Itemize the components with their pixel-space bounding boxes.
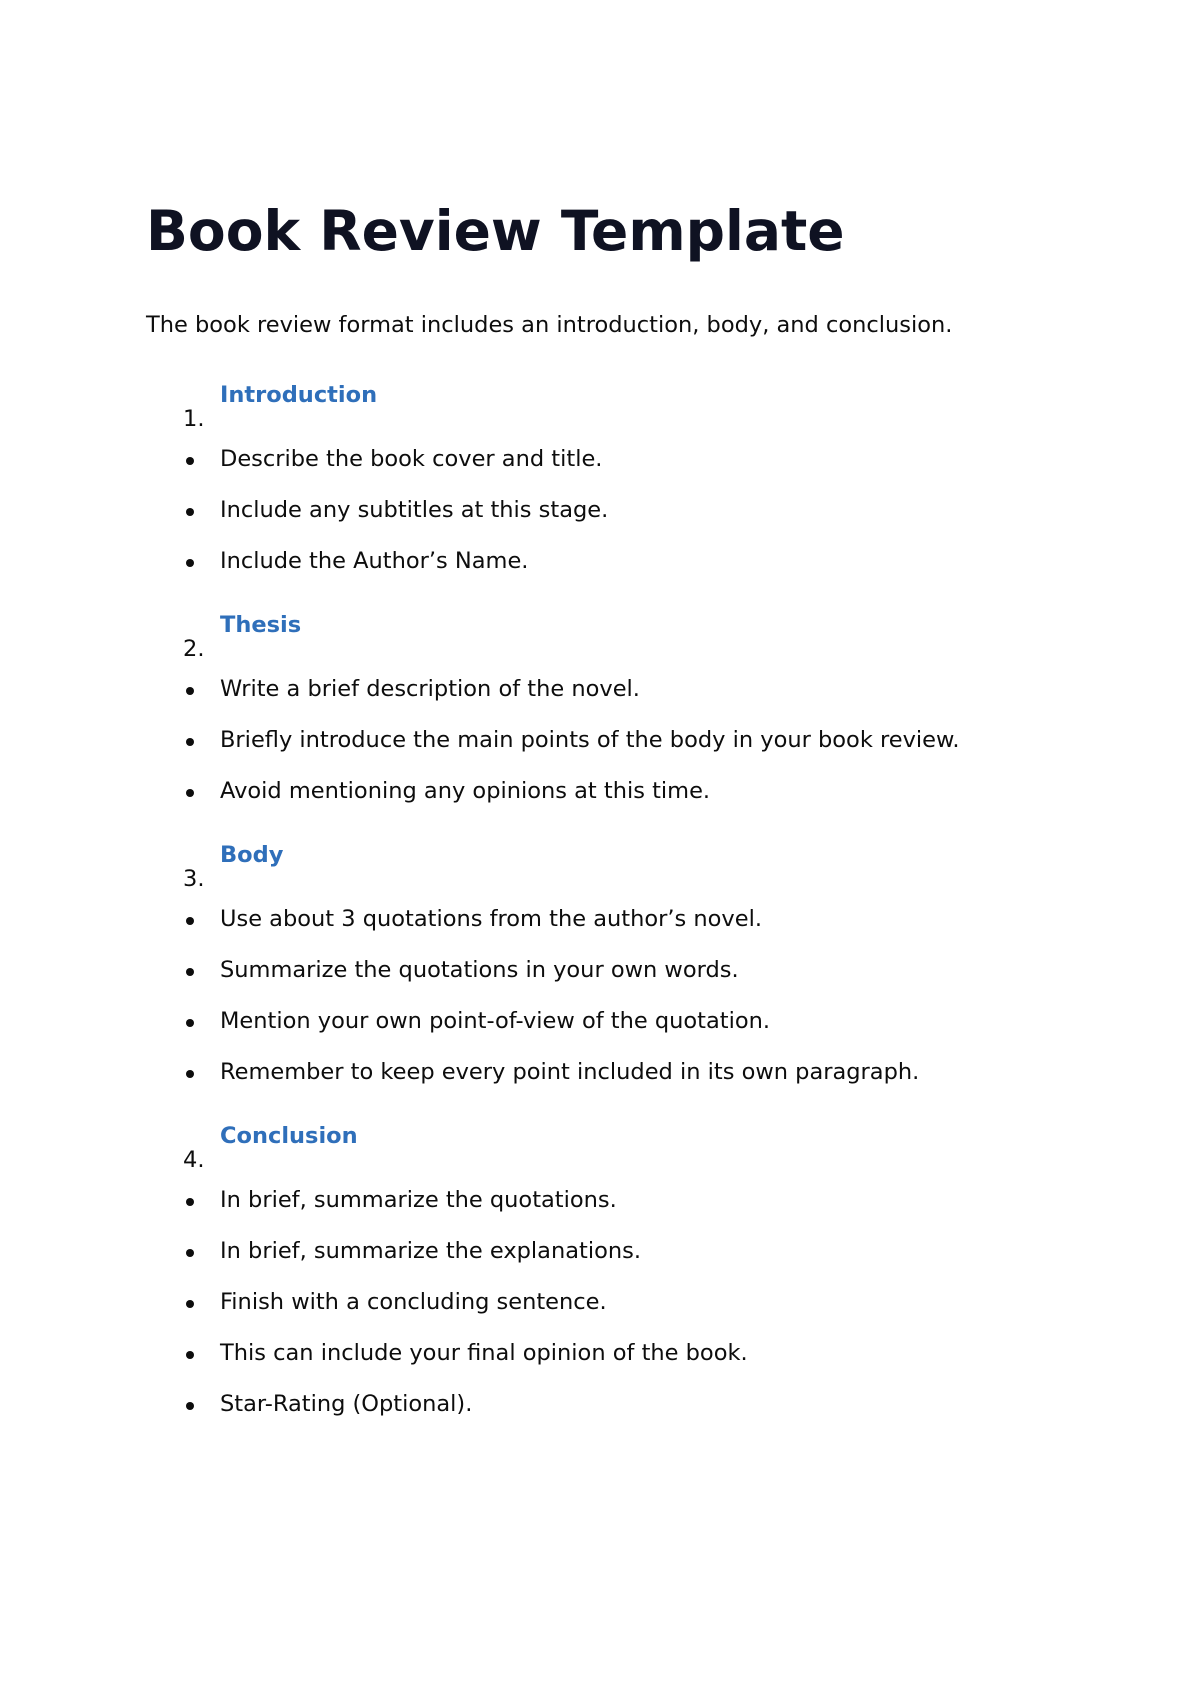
bullet-list	[146, 442, 1106, 578]
list-item: Summarize the quotations in your own words.	[220, 957, 739, 983]
section-title: Conclusion	[220, 1123, 358, 1149]
section-heading	[146, 608, 1106, 662]
list-item: Include any subtitles at this stage.	[220, 497, 609, 523]
section-heading	[146, 838, 1106, 892]
section-number: 1.	[183, 406, 205, 432]
bullet-list	[146, 672, 1106, 808]
list-item: Write a brief description of the novel.	[220, 676, 640, 702]
section-title: Introduction	[220, 382, 378, 408]
section-number: 3.	[183, 866, 205, 892]
bullet-list	[146, 902, 1106, 1089]
section-title: Body	[220, 842, 284, 868]
list-item: Avoid mentioning any opinions at this time.	[220, 778, 711, 804]
section-conclusion	[146, 1119, 1106, 1421]
list-item: Describe the book cover and title.	[220, 446, 603, 472]
list-item: Include the Author’s Name.	[220, 548, 529, 574]
list-item: This can include your final opinion of the book.	[220, 1340, 748, 1366]
list-item: Briefly introduce the main points of the body in your book review.	[220, 727, 960, 753]
section-heading	[146, 378, 1106, 432]
section-thesis	[146, 608, 1106, 808]
list-item: Star-Rating (Optional).	[220, 1391, 473, 1417]
intro-paragraph: The book review format includes an introduction, body, and conclusion.	[146, 312, 953, 338]
list-item: Use about 3 quotations from the author’s novel.	[220, 906, 762, 932]
section-number: 4.	[183, 1147, 205, 1173]
section-introduction	[146, 378, 1106, 578]
section-body	[146, 838, 1106, 1089]
section-title: Thesis	[220, 612, 302, 638]
list-item: In brief, summarize the explanations.	[220, 1238, 641, 1264]
section-number: 2.	[183, 636, 205, 662]
list-item: Remember to keep every point included in its own paragraph.	[220, 1059, 920, 1085]
list-item: In brief, summarize the quotations.	[220, 1187, 617, 1213]
list-item: Mention your own point-of-view of the quotation.	[220, 1008, 771, 1034]
list-item: Finish with a concluding sentence.	[220, 1289, 607, 1315]
section-list	[146, 378, 1106, 1451]
document-title: Book Review Template	[146, 199, 845, 263]
section-heading	[146, 1119, 1106, 1173]
bullet-list	[146, 1183, 1106, 1421]
